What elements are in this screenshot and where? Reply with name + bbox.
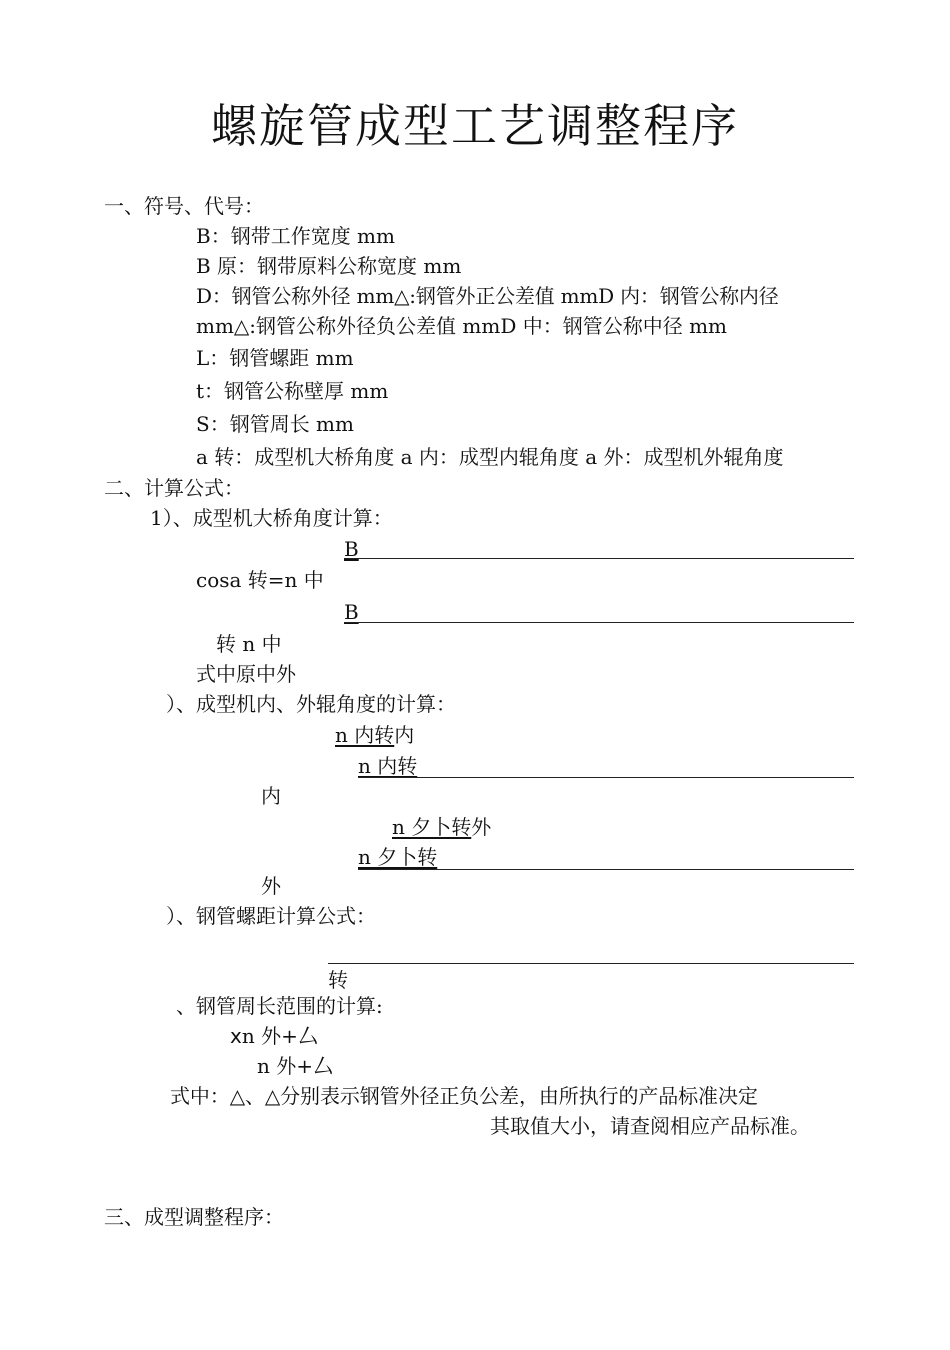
symbol-line: S：钢管周长 mm — [196, 412, 354, 436]
formula2-inner-numerator: n 内转 — [358, 754, 418, 778]
formula2-inner-top-tail: 内 — [394, 723, 415, 747]
formula1-heading: 1）、成型机大桥角度计算： — [150, 506, 393, 530]
fraction-line — [358, 869, 854, 870]
fraction-line — [344, 558, 854, 559]
symbol-line: mm△:钢管公称外径负公差值 mmD 中：钢管公称中径 mm — [196, 314, 728, 338]
formula2-inner-top — [335, 722, 414, 748]
formula3-denominator: 转 — [328, 968, 348, 992]
formula4-line1-rest: n 外+厶 — [241, 1024, 318, 1048]
formula4-note: 式中：△、△分别表示钢管外径正负公差，由所执行的产品标准决定 — [170, 1084, 758, 1108]
formula1-numerator-2: B — [344, 600, 359, 624]
formula2-outer-numerator: n 夕卜转 — [358, 845, 438, 869]
symbol-line: L：钢管螺距 mm — [196, 346, 354, 370]
formula4-x: x — [230, 1024, 242, 1048]
formula2-outer-label: 外 — [261, 874, 281, 898]
formula2-outer-top-underlined: n 夕卜转 — [392, 815, 472, 839]
formula2-outer-top-tail: 外 — [471, 815, 492, 839]
formula4-note-2: 其取值大小，请查阅相应产品标准。 — [490, 1114, 810, 1138]
formula1-denominator: 转 n 中 — [216, 632, 282, 656]
symbol-line: a 转：成型机大桥角度 a 内：成型内辊角度 a 外：成型机外辊角度 — [196, 445, 784, 469]
fraction-line — [328, 963, 854, 964]
fraction-line — [358, 777, 854, 778]
symbol-line: B：钢带工作宽度 mm — [196, 224, 395, 248]
formula3-heading: ）、钢管螺距计算公式： — [166, 904, 376, 928]
formula2-inner-label: 内 — [261, 784, 281, 808]
formula2-heading: ）、成型机内、外辊角度的计算： — [166, 692, 456, 716]
formula4-heading: 、钢管周长范围的计算: — [176, 994, 383, 1018]
symbol-line: B 原：钢带原料公称宽度 mm — [196, 254, 462, 278]
section3-heading: 三、成型调整程序： — [104, 1205, 284, 1229]
formula4-line1 — [230, 1023, 318, 1049]
fraction-line — [344, 622, 854, 623]
symbol-line: t：钢管公称壁厚 mm — [196, 379, 389, 403]
formula2-inner-top-underlined: n 内转 — [335, 723, 395, 747]
section2-heading: 二、计算公式： — [104, 476, 244, 500]
formula2-outer-top — [392, 814, 491, 840]
formula4-line2: n 外+厶 — [257, 1054, 333, 1078]
formula1-numerator: B — [344, 537, 359, 561]
section1-heading: 一、符号、代号： — [104, 194, 264, 218]
formula1-where: 式中原中外 — [196, 662, 296, 686]
symbol-line: D：钢管公称外径 mm△:钢管外正公差值 mmD 内：钢管公称内径 — [196, 284, 779, 308]
formula1-left: cosa 转=n 中 — [196, 568, 324, 592]
document-title: 螺旋管成型工艺调整程序 — [211, 99, 739, 153]
